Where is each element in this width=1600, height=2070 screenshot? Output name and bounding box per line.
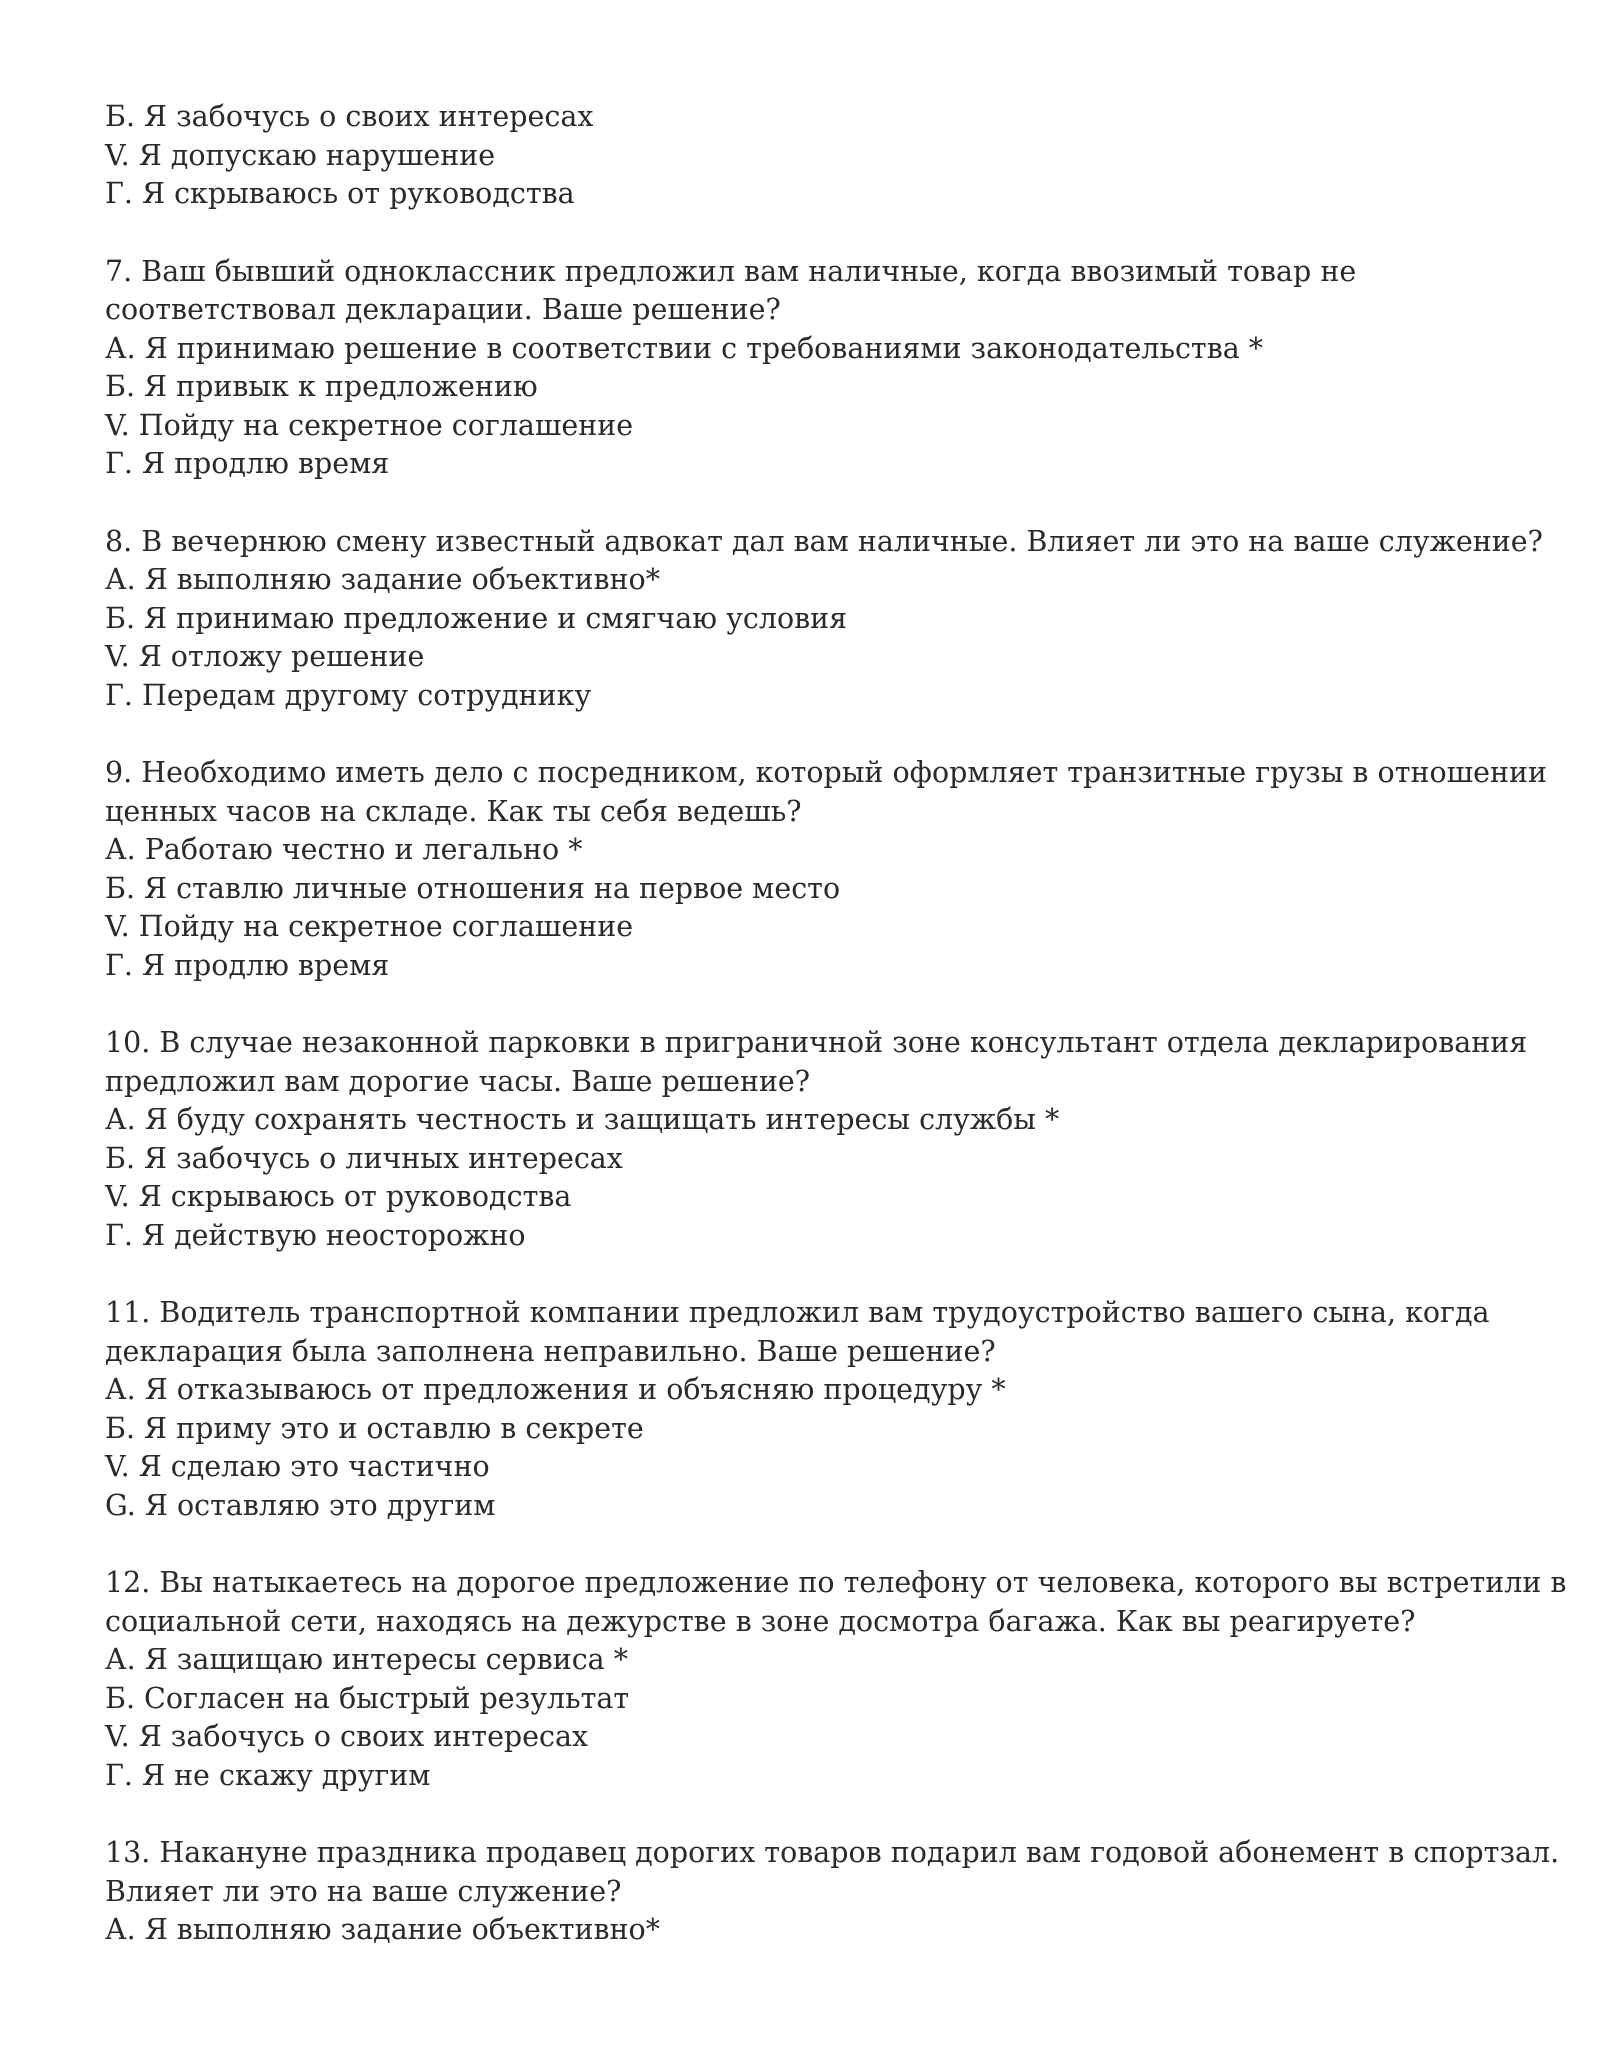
question-block-11 — [105, 1294, 1525, 1525]
question-text: 7. Ваш бывший одноклассник предложил вам наличные, когда ввозимый товар не — [105, 254, 1357, 288]
answer-option: V. Я скрываюсь от руководства — [105, 1180, 572, 1213]
document-page — [105, 98, 1567, 1950]
question-text: 11. Водитель транспортной компании предложил вам трудоустройство вашего сына, когда — [105, 1296, 1490, 1329]
answer-option: А. Я защищаю интересы сервиса * — [105, 1643, 628, 1676]
answer-option: Г. Я продлю время — [105, 948, 390, 982]
question-text: предложил вам дорогие часы. Ваше решение? — [105, 1064, 811, 1098]
answer-option: V. Я забочусь о своих интересах — [105, 1720, 589, 1753]
question-text: соответствовал декларации. Ваше решение? — [105, 293, 781, 326]
question-block-6-continued — [105, 98, 1525, 214]
question-text: Влияет ли это на ваше служение? — [105, 1874, 622, 1908]
question-block-8 — [105, 523, 1543, 716]
answer-option: Б. Я забочусь о своих интересах — [105, 100, 594, 133]
answer-option: Г. Я действую неосторожно — [105, 1218, 526, 1252]
answer-option: Б. Я ставлю личные отношения на первое место — [105, 871, 841, 905]
question-block-7 — [105, 253, 1525, 484]
question-block-10 — [105, 1024, 1528, 1255]
answer-option: V. Пойду на секретное соглашение — [105, 910, 634, 943]
question-text: 8. В вечернюю смену известный адвокат дал вам наличные. Влияет ли это на ваше служение? — [105, 524, 1543, 558]
answer-option: А. Я выполняю задание объективно* — [105, 1913, 660, 1946]
question-block-9 — [105, 754, 1547, 985]
question-text: декларация была заполнена неправильно. Ваше решение? — [105, 1334, 996, 1368]
answer-option: А. Я отказываюсь от предложения и объясняю процедуру * — [105, 1373, 1006, 1406]
answer-option: Б. Я приму это и оставлю в секрете — [105, 1411, 644, 1445]
answer-option: V. Пойду на секретное соглашение — [105, 408, 634, 442]
question-text: ценных часов на складе. Как ты себя ведешь? — [105, 794, 802, 828]
answer-option: А. Я буду сохранять честность и защищать интересы службы * — [105, 1103, 1060, 1136]
answer-option: Г. Я не скажу другим — [105, 1758, 431, 1792]
answer-option: Г. Я продлю время — [105, 447, 390, 480]
answer-option: V. Я допускаю нарушение — [105, 138, 496, 172]
question-text: социальной сети, находясь на дежурстве в зоне досмотра багажа. Как вы реагируете? — [105, 1604, 1416, 1638]
question-text: 13. Накануне праздника продавец дорогих товаров подарил вам годовой абонемент в спортзал. — [105, 1836, 1560, 1869]
answer-option: Б. Согласен на быстрый результат — [105, 1681, 630, 1715]
answer-option: G. Я оставляю это другим — [105, 1488, 496, 1522]
answer-option: Б. Я привык к предложению — [105, 370, 538, 403]
answer-option: V. Я сделаю это частично — [105, 1450, 490, 1483]
question-text: 9. Необходимо иметь дело с посредником, который оформляет транзитные грузы в отношении — [105, 756, 1547, 789]
answer-option: А. Работаю честно и легально * — [105, 833, 583, 866]
answer-option: А. Я выполняю задание объективно* — [105, 563, 660, 596]
answer-option: Б. Я принимаю предложение и смягчаю условия — [105, 601, 848, 635]
answer-option: Б. Я забочусь о личных интересах — [105, 1141, 623, 1175]
answer-option: V. Я отложу решение — [105, 640, 425, 673]
answer-option: А. Я принимаю решение в соответствии с требованиями законодательства * — [105, 331, 1264, 365]
question-block-12 — [105, 1564, 1567, 1795]
question-block-13 — [105, 1834, 1560, 1950]
question-text: 10. В случае незаконной парковки в приграничной зоне консультант отдела декларирования — [105, 1026, 1528, 1059]
question-text: 12. Вы натыкаетесь на дорогое предложение по телефону от человека, которого вы встретили в — [105, 1566, 1567, 1599]
answer-option: Г. Передам другому сотруднику — [105, 678, 592, 712]
answer-option: Г. Я скрываюсь от руководства — [105, 177, 575, 210]
